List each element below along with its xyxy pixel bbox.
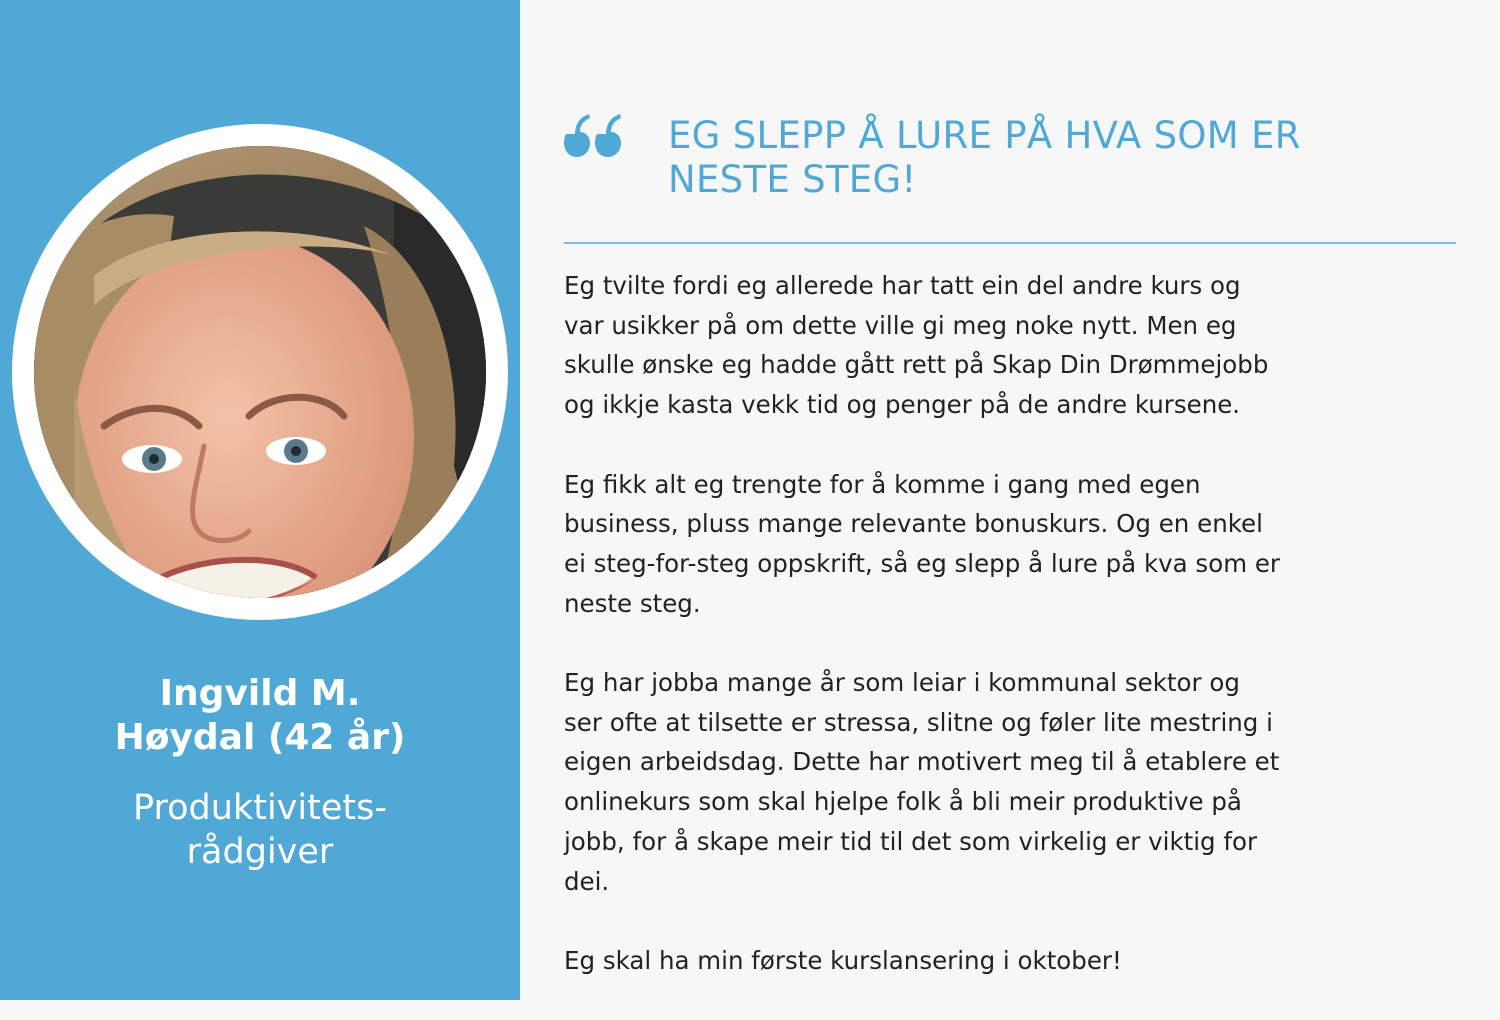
quote-icon bbox=[562, 112, 624, 164]
person-name: Ingvild M. Høydal (42 år) bbox=[114, 673, 406, 758]
testimonial-paragraph: Eg har jobba mange år som leiar i kommunal sektor og ser ofte at tilsette er stressa, slitne og føler lite mestring i eigen arbeidsdag. Dette har motivert meg til å etablere et onlinekurs som skal hjelpe folk å bli meir produktive på jobb, for å skape meir tid til det som virkelig er viktig for dei. bbox=[564, 668, 1280, 896]
testimonial-text bbox=[564, 266, 1464, 1020]
testimonial-paragraph: Eg tvilte fordi eg allerede har tatt ein del andre kurs og var usikker på om dette ville gi meg noke nytt. Men eg skulle ønske eg hadde gått rett på Skap Din Drømmejobb og ikkje kasta vekk tid og penger på de andre kursene. bbox=[564, 271, 1269, 420]
divider bbox=[564, 242, 1456, 244]
quote-headline: EG SLEPP Å LURE PÅ HVA SOM ER NESTE STEG! bbox=[668, 114, 1301, 201]
person-role: Produktivitets- rådgiver bbox=[133, 788, 387, 872]
testimonial-paragraph: Eg fikk alt eg trengte for å komme i gang med egen business, pluss mange relevante bonuskurs. Og en enkel ei steg-for-steg oppskrift, så eg slepp å lure på kva som er neste steg. bbox=[564, 469, 1280, 618]
testimonial-paragraph: Eg skal ha min første kurslansering i oktober! bbox=[564, 945, 1122, 975]
portrait-photo bbox=[34, 146, 486, 598]
portrait-illustration bbox=[34, 146, 486, 598]
profile-panel bbox=[0, 0, 520, 1000]
